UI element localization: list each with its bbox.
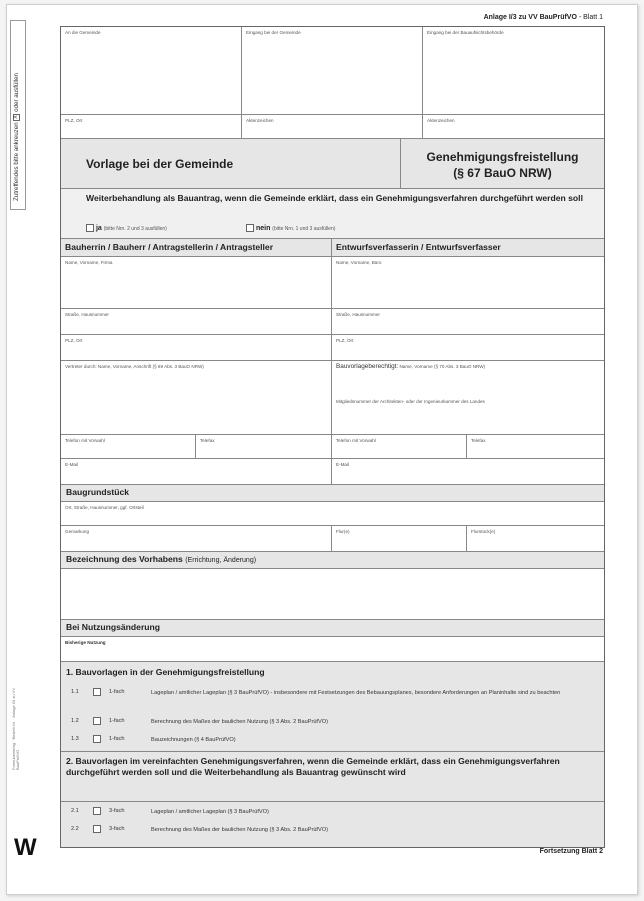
baugrundstueck-header: Baugrundstück: [61, 485, 604, 502]
item-1-2-checkbox[interactable]: [93, 717, 101, 725]
entwurf-plz-field[interactable]: PLZ, Ort: [332, 335, 604, 361]
bauherr-telefon-field[interactable]: Telefon mit Vorwahl: [61, 435, 196, 459]
section-2: [61, 802, 604, 847]
form-sheet-number: - Blatt 1: [578, 14, 603, 21]
section-1-title: 1. Bauvorlagen in der Genehmigungsfreistellung: [66, 667, 265, 677]
list-item: 1.2 1-fach Berechnung des Maßes der baulichen Nutzung (§ 3 Abs. 2 BauPrüfVO): [71, 718, 328, 725]
eingang-bauaufsicht-field[interactable]: Eingang bei der Bauaufsichtsbehörde: [423, 27, 604, 115]
bauherr-header: Bauherrin / Bauherr / Antragstellerin / Antragsteller: [61, 239, 332, 257]
vorhaben-header: Bezeichnung des Vorhabens (Errichtung, Änderung): [61, 552, 604, 569]
gemeinde-field[interactable]: An die Gemeinde: [61, 27, 242, 115]
item-1-3-checkbox[interactable]: [93, 735, 101, 743]
eingang-gemeinde-field[interactable]: Eingang bei der Gemeinde: [242, 27, 423, 115]
aktenzeichen-bauaufsicht-field[interactable]: Aktenzeichen: [423, 115, 604, 139]
item-1-1-checkbox[interactable]: [93, 688, 101, 696]
publisher-logo: W: [14, 834, 37, 861]
form-header: [60, 14, 603, 26]
bauherr-strasse-field[interactable]: Straße, Hausnummer: [61, 309, 332, 335]
section-1: [61, 662, 604, 752]
publisher-note: Formularverlag · Bestell-Nr. · Anlage I/3 zu VV BauPrüfVO: [11, 687, 20, 770]
entwurf-strasse-field[interactable]: Straße, Hausnummer: [332, 309, 604, 335]
sample-checkbox-icon: X: [12, 115, 19, 119]
aktenzeichen-gemeinde-field[interactable]: Aktenzeichen: [242, 115, 423, 139]
continuation-note: Fortsetzung Blatt 2: [539, 848, 603, 855]
vorhaben-field[interactable]: [61, 569, 604, 620]
side-instruction: Zutreffendes bitte ankreuzen X oder ausfüllen: [12, 73, 20, 201]
weiterbehandlung-text: Weiterbehandlung als Bauantrag, wenn die Gemeinde erklärt, dass ein Genehmigungsverfahren durchgeführt werden soll: [86, 193, 583, 203]
list-item: 2.2 3-fach Berechnung des Maßes der baulichen Nutzung (§ 3 Abs. 2 BauPrüfVO): [71, 826, 328, 833]
entwurf-bauvorlage-field[interactable]: Bauvorlageberechtigt: Name, Vorname (§ 70 Abs. 3 BauO NRW) Mitgliedsnummer der Architekten- oder der Ingenieurkammer des Landes: [332, 361, 604, 435]
bauherr-telefax-field[interactable]: Telefax: [196, 435, 332, 459]
genehmigungsfreistellung-title: Genehmigungsfreistellung (§ 67 BauO NRW): [401, 139, 604, 189]
vorlage-title: Vorlage bei der Gemeinde: [61, 139, 401, 189]
grundstueck-ort-field[interactable]: Ort, Straße, Hausnummer, ggf. Ortsteil: [61, 502, 604, 526]
entwurf-name-field[interactable]: Name, Vorname, Büro: [332, 257, 604, 309]
ja-checkbox[interactable]: [86, 224, 94, 232]
entwurf-telefon-field[interactable]: Telefon mit Vorwahl: [332, 435, 467, 459]
list-item: 2.1 3-fach Lageplan / amtlicher Lageplan (§ 3 BauPrüfVO): [71, 808, 269, 815]
bauherr-vertreter-field[interactable]: Vertreter durch: Name, Vorname, Anschrift (§ 69 Abs. 3 BauO NRW): [61, 361, 332, 435]
gemeinde-plz-ort-field[interactable]: PLZ, Ort: [61, 115, 242, 139]
flurstueck-field[interactable]: Flurstück(e): [467, 526, 604, 552]
nutzungsaenderung-header: Bei Nutzungsänderung: [61, 620, 604, 637]
list-item: 1.1 1-fach Lageplan / amtlicher Lageplan (§ 3 BauPrüfVO) - insbesondere mit Festsetzungen des Bebauungsplanes, besondere Anforderungen an Planinhalte sind zu beachten: [71, 689, 561, 696]
bisherige-nutzung-field[interactable]: Bisherige Nutzung: [61, 637, 604, 662]
bauherr-email-field[interactable]: E-Mail: [61, 459, 332, 485]
item-2-1-checkbox[interactable]: [93, 807, 101, 815]
flur-field[interactable]: Flur(e): [332, 526, 467, 552]
bauherr-name-field[interactable]: Name, Vorname, Firma: [61, 257, 332, 309]
option-ja: ja (bitte Nrn. 2 und 3 ausfüllen): [86, 224, 167, 232]
gemarkung-field[interactable]: Gemarkung: [61, 526, 332, 552]
option-nein: nein (bitte Nrn. 1 und 3 ausfüllen): [246, 224, 335, 232]
entwurf-email-field[interactable]: E-Mail: [332, 459, 604, 485]
form-body: [60, 26, 605, 848]
section-2-title: 2. Bauvorlagen im vereinfachten Genehmigungsverfahren, wenn die Gemeinde erklärt, dass ein Genehmigungsverfahren durchgeführt werden soll und die Weiterbehandlung als Bauantrag gewünscht wird: [61, 752, 604, 802]
weiterbehandlung-section: [61, 189, 604, 239]
list-item: 1.3 1-fach Bauzeichnungen (§ 4 BauPrüfVO): [71, 736, 236, 743]
entwurf-telefax-field[interactable]: Telefax: [467, 435, 604, 459]
item-2-2-checkbox[interactable]: [93, 825, 101, 833]
form-annex-title: Anlage I/3 zu VV BauPrüfVO: [483, 14, 577, 21]
bauherr-plz-field[interactable]: PLZ, Ort: [61, 335, 332, 361]
entwurf-header: Entwurfsverfasserin / Entwurfsverfasser: [332, 239, 604, 257]
nein-checkbox[interactable]: [246, 224, 254, 232]
